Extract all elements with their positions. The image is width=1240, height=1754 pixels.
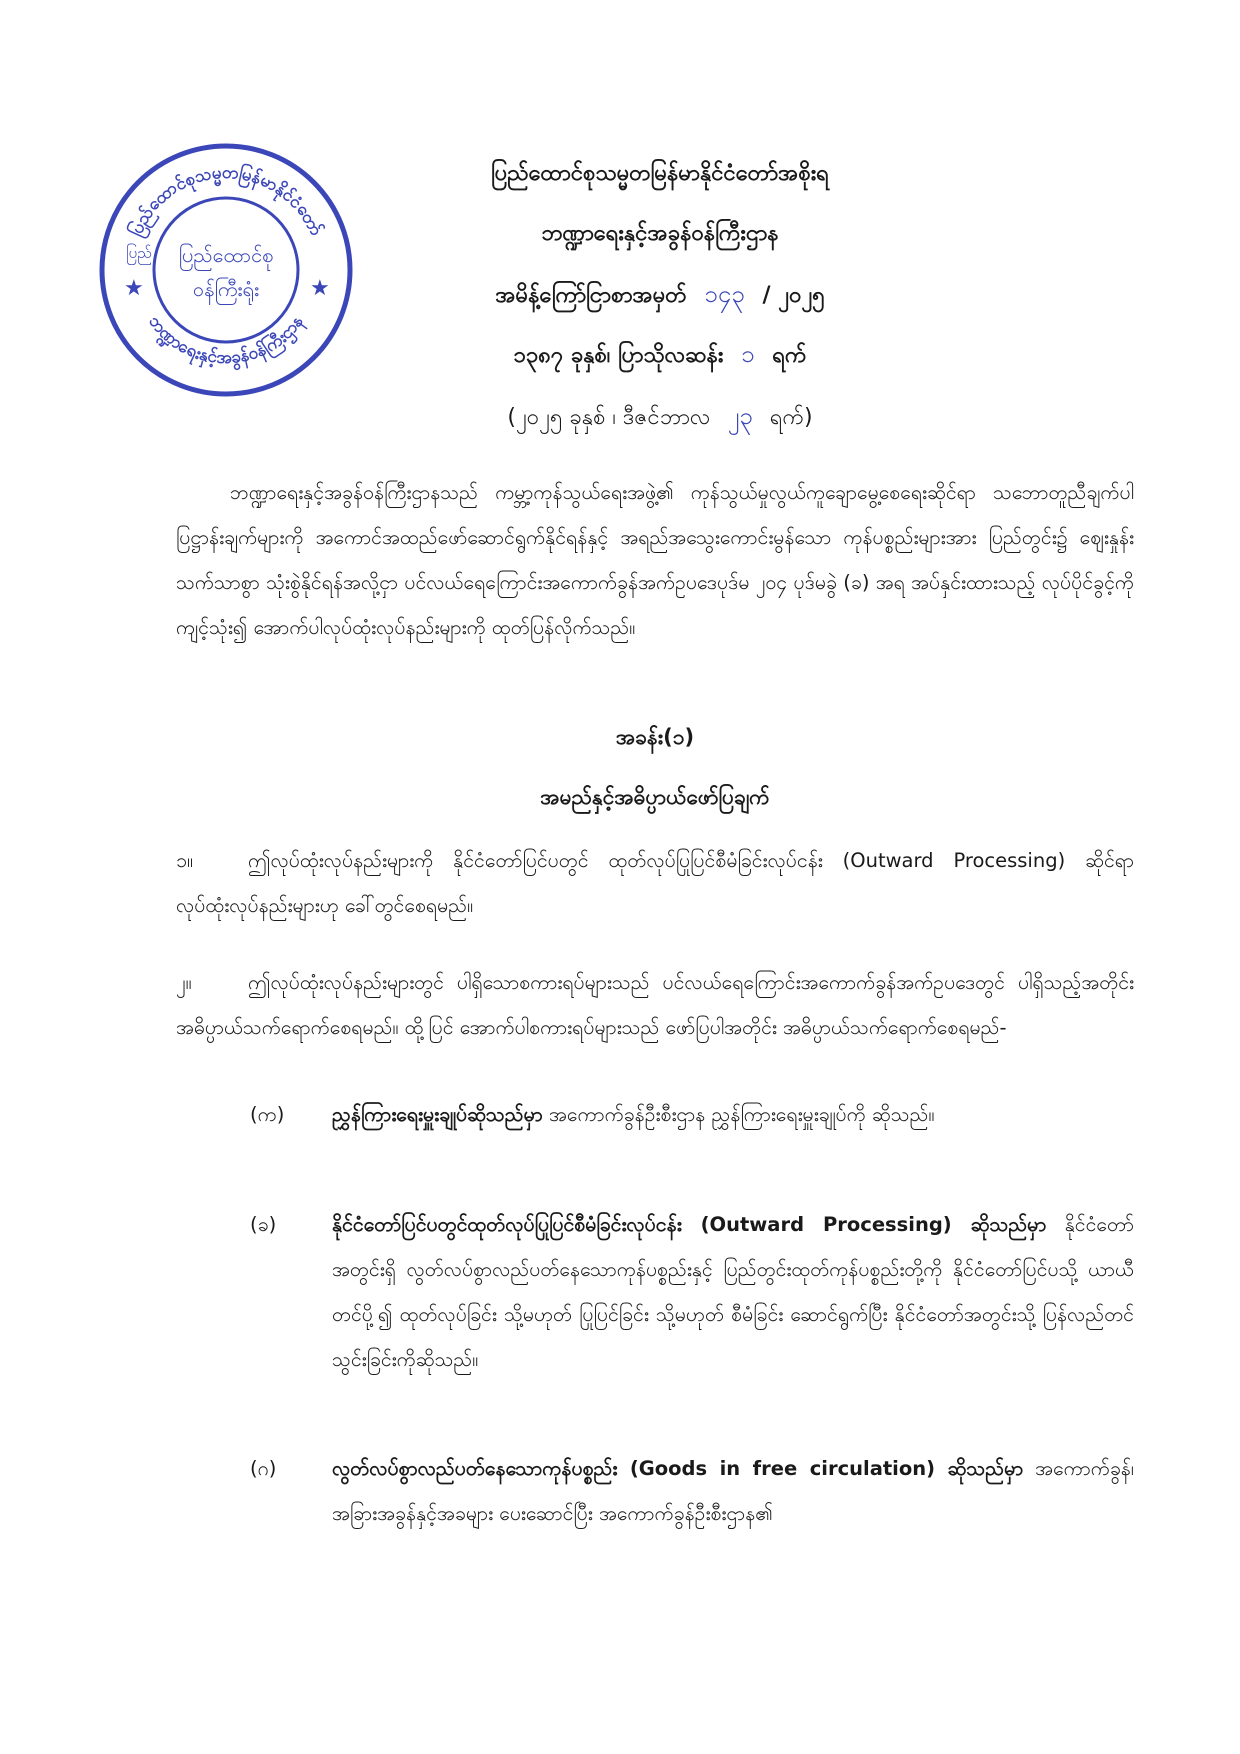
definition-term: လွတ်လပ်စွာလည်ပတ်နေသောကုန်ပစ္စည်း (Goods in free circulation) ဆိုသည်မှာ <box>332 1457 1024 1480</box>
myanmar-day-suffix: ရက် <box>772 343 807 368</box>
seal-star-left-icon: ★ <box>124 276 144 301</box>
definition-term: ညွှန်ကြားရေးမှူးချုပ်ဆိုသည်မှာ <box>332 1103 543 1126</box>
myanmar-day: ၁ <box>741 340 755 368</box>
definition-label: (ဂ) <box>250 1457 277 1480</box>
official-seal <box>96 140 356 400</box>
paragraph-number: ၂။ <box>176 971 192 994</box>
seal-ring-bottom-text: ဘဏ္ဍာရေးနှင့်အခွန်ဝန်ကြီးဌာန <box>144 311 308 369</box>
paragraph-text: ဤလုပ်ထုံးလုပ်နည်းများတွင် ပါရှိသောစကားရပ်များသည် ပင်လယ်ရေကြောင်းအကောက်ခွန်အက်ဥပဒေတွင် ပါရှိသည့်အတိုင်း အဓိပ္ပာယ်သက်ရောက်စေရမည်။ ထို့ပြင် အောက်ပါစကားရပ်များသည် ဖော်ပြပါအတိုင်း အဓိပ္ပာယ်သက်ရောက်စေရမည်- <box>176 971 1134 1039</box>
ministry-title: ဘဏ္ဍာရေးနှင့်အခွန်ဝန်ကြီးဌာန <box>541 221 779 246</box>
notification-label: အမိန့်ကြော်ငြာစာအမှတ် <box>495 283 687 308</box>
seal-ring-top-text: ပြည်ထောင်စုသမ္မတမြန်မာနိုင်ငံတော် <box>126 162 327 240</box>
definition-ka <box>250 1092 1134 1137</box>
paragraph-2 <box>176 960 1134 1050</box>
notification-line <box>400 278 920 314</box>
seal-center-line1: ပြည်ထောင်စု <box>178 243 274 267</box>
seal-inner-ring <box>154 198 298 342</box>
definition-term: နိုင်ငံတော်ပြင်ပတွင်ထုတ်လုပ်ပြုပြင်စီမံခြင်းလုပ်ငန်း (Outward Processing) ဆိုသည်မှာ <box>332 1213 1047 1236</box>
notification-separator: / <box>762 283 771 308</box>
definition-label: (က) <box>250 1103 285 1126</box>
definition-text: အကောက်ခွန်ဦးစီးဌာန ညွှန်ကြားရေးမှူးချုပ်ကို ဆိုသည်။ <box>549 1103 935 1126</box>
definition-ga <box>250 1446 1134 1536</box>
myanmar-date-line <box>400 338 920 374</box>
definition-kha <box>250 1202 1134 1382</box>
definition-text: အကောက်ခွန်၊ အခြားအခွန်နှင့်အခများ ပေးဆောင်ပြီး အကောက်ခွန်ဦးစီးဌာန၏ <box>332 1457 1134 1525</box>
paragraph-text: ဤလုပ်ထုံးလုပ်နည်းများကို နိုင်ငံတော်ပြင်ပတွင် ထုတ်လုပ်ပြုပြင်စီမံခြင်းလုပ်ငန်း (Outward Processing) ဆိုင်ရာ လုပ်ထုံးလုပ်နည်းများဟု ခေါ်တွင်စေရမည်။ <box>176 849 1134 917</box>
definition-label: (ခ) <box>250 1213 277 1236</box>
paragraph-1 <box>176 838 1134 928</box>
myanmar-date-prefix: ၁၃၈၇ ခုနှစ်၊ ပြာသိုလဆန်း <box>513 343 724 368</box>
definition-text: နိုင်ငံတော်အတွင်းရှိ လွတ်လပ်စွာလည်ပတ်နေသောကုန်ပစ္စည်းနှင့် ပြည်တွင်းထုတ်ကုန်ပစ္စည်းတို့ကို နိုင်ငံတော်ပြင်ပသို့ ယာယီတင်ပို့၍ ထုတ်လုပ်ခြင်း သို့မဟုတ် ပြုပြင်ခြင်း သို့မဟုတ် စီမံခြင်း ဆောင်ရွက်ပြီး နိုင်ငံတော်အတွင်းသို့ ပြန်လည်တင်သွင်းခြင်းကိုဆိုသည်။ <box>332 1213 1134 1371</box>
seal-center-line2: ဝန်ကြီးရုံး <box>192 277 260 301</box>
seal-star-right-icon: ★ <box>310 276 330 301</box>
gregorian-date-suffix: ရက်) <box>769 405 813 430</box>
preamble-paragraph: ဘဏ္ဍာရေးနှင့်အခွန်ဝန်ကြီးဌာနသည် ကမ္ဘာ့ကုန်သွယ်ရေးအဖွဲ့၏ ကုန်သွယ်မှုလွယ်ကူချောမွေ့စေရေးဆိုင်ရာ သဘောတူညီချက်ပါ ပြဋ္ဌာန်းချက်များကို အကောင်အထည်ဖော်ဆောင်ရွက်နိုင်ရန်နှင့် အရည်အသွေးကောင်းမွန်သော ကုန်ပစ္စည်းများအား ပြည်တွင်း၌ ဈေးနှုန်းသက်သာစွာ သုံးစွဲနိုင်ရန်အလို့ငှာ ပင်လယ်ရေကြောင်းအကောက်ခွန်အက်ဥပဒေပုဒ်မ ၂၀၄ ပုဒ်မခွဲ (ခ) အရ အပ်နှင်းထားသည့် လုပ်ပိုင်ခွင့်ကိုကျင့်သုံး၍ အောက်ပါလုပ်ထုံးလုပ်နည်းများကို ထုတ်ပြန်လိုက်သည်။ <box>176 481 1134 639</box>
gregorian-date-prefix: (၂၀၂၅ ခုနှစ် ၊ ဒီဇင်ဘာလ <box>507 405 711 430</box>
chapter-title: အခန်း(၁) <box>615 725 695 749</box>
seal-graphic <box>96 140 356 400</box>
seal-ring-left-text: ပြည် <box>126 244 152 262</box>
chapter-subtitle: အမည်နှင့်အဓိပ္ပာယ်ဖော်ပြချက် <box>540 785 770 809</box>
government-title: ပြည်ထောင်စုသမ္မတမြန်မာနိုင်ငံတော်အစိုးရ <box>491 161 829 186</box>
gregorian-day: ၂၃ <box>727 402 753 430</box>
notification-year: ၂၀၂၅ <box>778 283 825 308</box>
notification-number: ၁၄၃ <box>704 280 745 308</box>
gregorian-date-line <box>400 400 920 436</box>
paragraph-number: ၁။ <box>176 849 193 872</box>
